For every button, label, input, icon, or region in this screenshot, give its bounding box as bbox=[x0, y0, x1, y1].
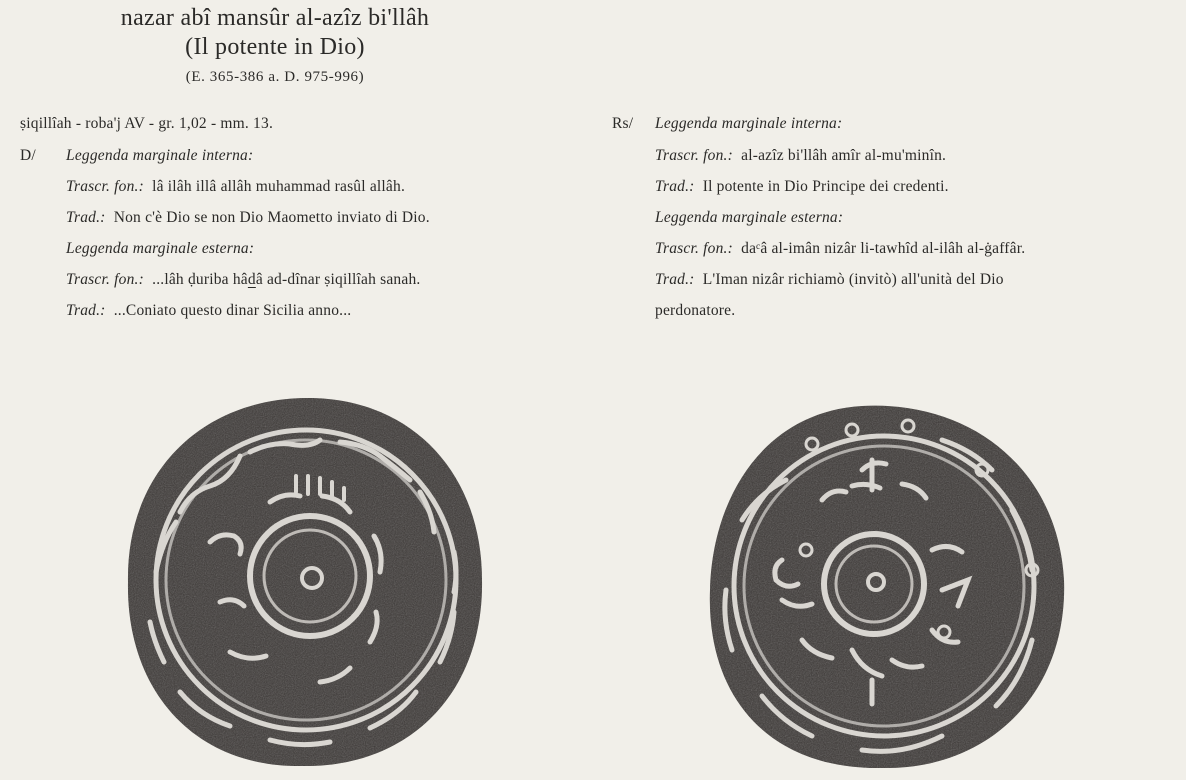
coin-specification: ṣiqillîah - roba'j AV - gr. 1,02 - mm. 13. bbox=[20, 115, 274, 132]
obverse-inner-heading: Leggenda marginale interna: bbox=[66, 147, 254, 164]
obverse-inner-translation bbox=[66, 209, 430, 227]
translation-text: Il potente in Dio Principe dei credenti. bbox=[702, 178, 949, 195]
translation-label: Trad.: bbox=[655, 271, 695, 288]
reverse-inner-translation bbox=[655, 178, 949, 196]
obverse-inner-transcription bbox=[66, 178, 405, 196]
translation-text: L'Iman nizâr richiamò (invitò) all'unità del Dio bbox=[702, 271, 1004, 288]
translation-label: Trad.: bbox=[66, 209, 106, 226]
transcription-text-b: d bbox=[247, 271, 256, 288]
reverse-inner-heading: Leggenda marginale interna: bbox=[655, 115, 843, 132]
transcription-text-c: â ad-dînar ṣiqillîah sanah. bbox=[255, 271, 421, 288]
translation-label: Trad.: bbox=[66, 302, 106, 319]
transcription-text-a: ...lâh ḍuriba hâ bbox=[152, 271, 248, 288]
transcription-text: lâ ilâh illâ allâh muhammad rasûl allâh. bbox=[152, 178, 406, 195]
transcription-label: Trascr. fon.: bbox=[655, 147, 733, 164]
obverse-outer-transcription bbox=[66, 271, 420, 289]
obverse-coin-image bbox=[120, 392, 488, 772]
translation-text: Non c'è Dio se non Dio Maometto inviato di Dio. bbox=[113, 209, 430, 226]
transcription-text: al-azîz bi'llâh amîr al-mu'minîn. bbox=[741, 147, 947, 164]
translation-label: Trad.: bbox=[655, 178, 695, 195]
date-range: (E. 365-386 a. D. 975-996) bbox=[185, 69, 365, 85]
reverse-label: Rs/ bbox=[612, 115, 634, 132]
reverse-outer-translation-cont: perdonatore. bbox=[655, 302, 736, 319]
transcription-label: Trascr. fon.: bbox=[66, 178, 144, 195]
reverse-coin-image bbox=[702, 400, 1070, 774]
page-title bbox=[60, 4, 490, 62]
obverse-outer-translation bbox=[66, 302, 351, 320]
transcription-label: Trascr. fon.: bbox=[655, 240, 733, 257]
translation-text: ...Coniato questo dinar Sicilia anno... bbox=[113, 302, 352, 319]
obverse-outer-heading: Leggenda marginale esterna: bbox=[66, 240, 255, 257]
reverse-outer-transcription bbox=[655, 240, 1025, 258]
title-line-2: (Il potente in Dio) bbox=[185, 34, 365, 60]
reverse-outer-heading: Leggenda marginale esterna: bbox=[655, 209, 844, 226]
transcription-label: Trascr. fon.: bbox=[66, 271, 144, 288]
reverse-inner-transcription bbox=[655, 147, 946, 165]
title-line-1: nazar abî mansûr al-azîz bi'llâh bbox=[120, 5, 430, 31]
transcription-text: daᶜâ al-imân nizâr li-tawhîd al-ilâh al-ġaffâr. bbox=[741, 240, 1026, 257]
obverse-label: D/ bbox=[20, 147, 36, 164]
reverse-outer-translation bbox=[655, 271, 1004, 289]
